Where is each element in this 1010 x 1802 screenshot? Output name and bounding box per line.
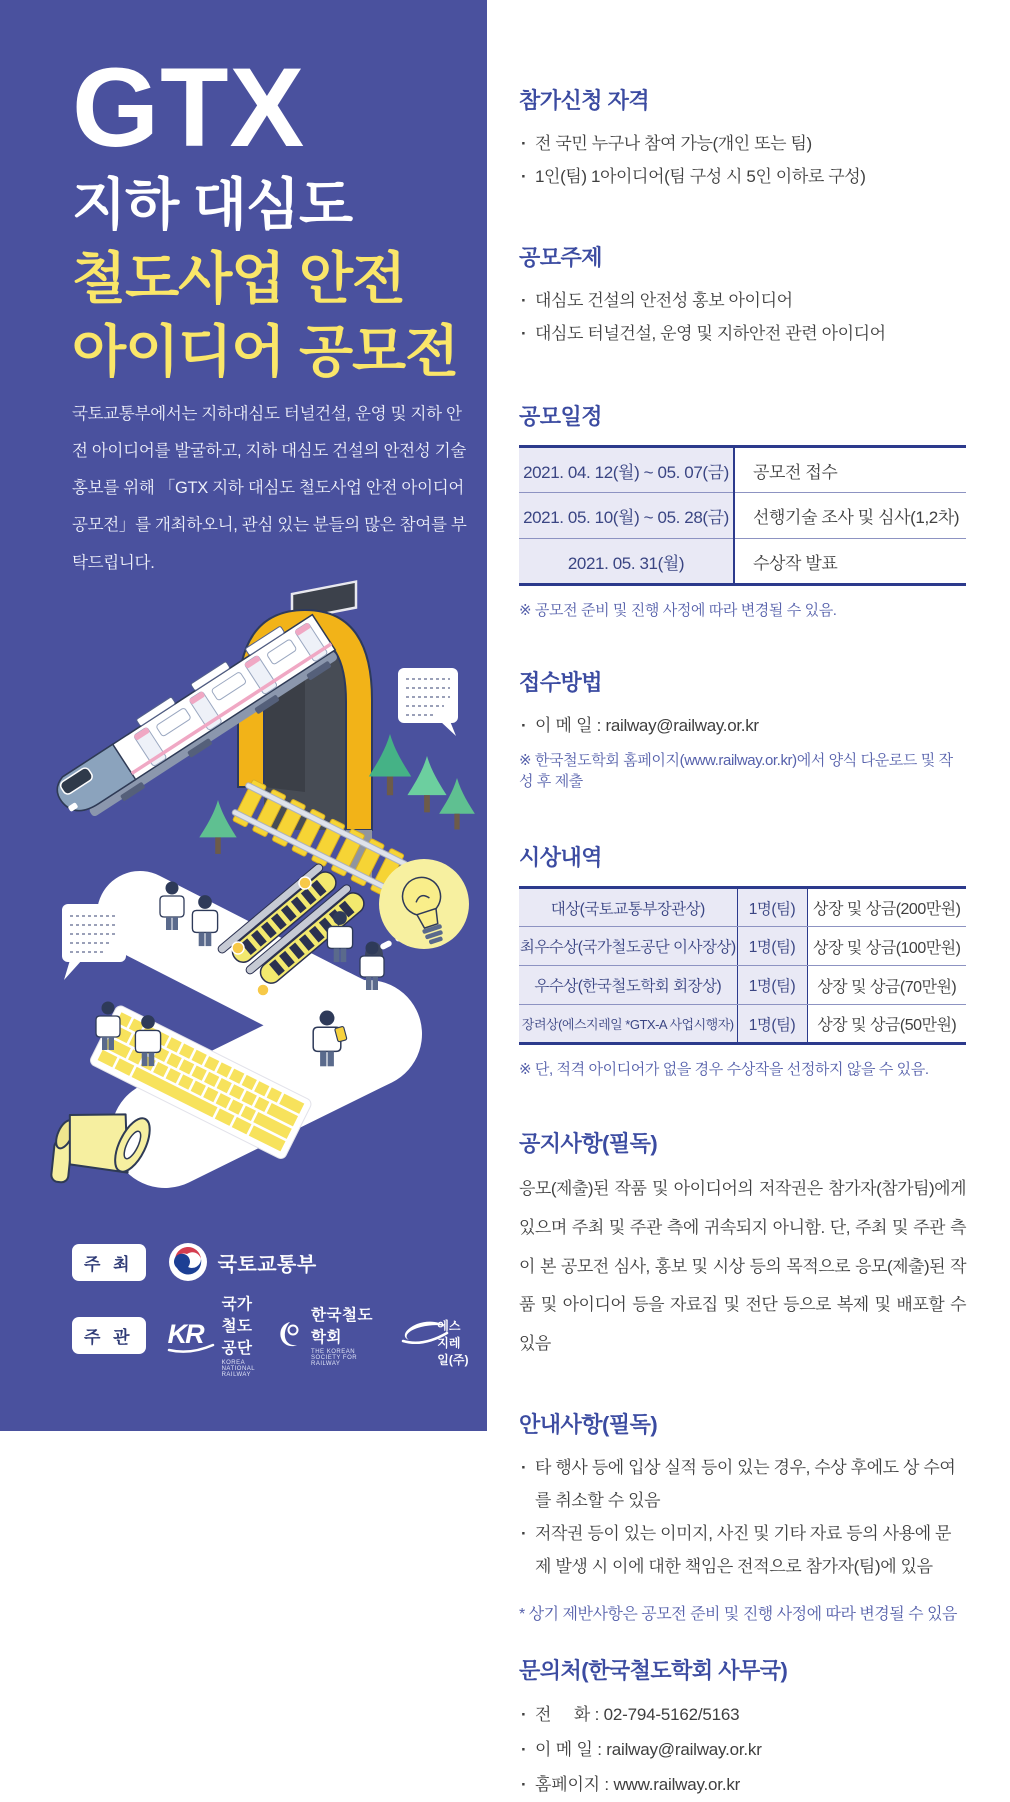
table-row [519, 888, 966, 927]
table-row [519, 493, 966, 539]
guide-heading: 안내사항(필독) [519, 1411, 658, 1437]
topic-heading: 공모주제 [519, 245, 603, 270]
table-row [519, 966, 966, 1005]
web-value: www.railway.or.kr [613, 1775, 741, 1795]
organizer2-name: 한국철도학회 [311, 1307, 373, 1346]
guide-item: · 저작권 등이 있는 이미지, 사진 및 기타 자료 등의 사용에 문제 발생 시 이에 대한 책임은 전적으로 참가자(팀)에 있음 [519, 1517, 966, 1583]
award-name: 대상(국토교통부장관상) [519, 888, 737, 927]
organizer-ksr [277, 1303, 375, 1367]
organizer2-sub: THE KOREAN SOCIETY FOR RAILWAY [311, 1349, 358, 1367]
phone-value: 02-794-5162/5163 [603, 1705, 740, 1725]
award-name: 우수상(한국철도학회 회장상) [519, 966, 737, 1005]
award-prize: 상장 및 상금(200만원) [807, 888, 966, 927]
organizer-badge: 주 관 [72, 1317, 146, 1354]
guide-item: · 타 행사 등에 입상 실적 등이 있는 경우, 수상 후에도 상 수여를 취소할 수 있음 [519, 1451, 966, 1517]
left-panel [0, 0, 487, 1431]
phone-label: 전 화 : [535, 1705, 604, 1725]
schedule-note: ※ 공모전 준비 및 진행 사정에 따라 변경될 수 있음. [519, 602, 837, 619]
organizer-row [72, 1292, 487, 1378]
ksr-logo-icon [277, 1320, 303, 1350]
award-count: 1명(팀) [737, 1005, 807, 1044]
title-line2: 지하 대심도 [72, 173, 353, 236]
molit-logo-icon [168, 1242, 208, 1282]
notice-heading: 공지사항(필독) [519, 1131, 658, 1156]
email-value: railway@railway.or.kr [606, 1740, 762, 1760]
eligibility-heading: 참가신청 자격 [519, 88, 650, 113]
host-molit [168, 1242, 317, 1282]
web-label: 홈페이지 : [535, 1775, 614, 1795]
awards-heading: 시상내역 [519, 845, 603, 870]
section-topic [519, 241, 966, 350]
knr-logo-icon: KR [168, 1319, 214, 1352]
awards-table [519, 886, 966, 1045]
table-row [519, 539, 966, 585]
award-count: 1명(팀) [737, 966, 807, 1005]
contact-email-line [519, 1732, 966, 1767]
award-count: 1명(팀) [737, 888, 807, 927]
award-name: 최우수상(국가철도공단 이사장상) [519, 927, 737, 966]
topic-item: · 대심도 건설의 안전성 홍보 아이디어 [519, 284, 966, 317]
station-illustration [0, 552, 487, 1222]
schedule-heading: 공모일정 [519, 404, 603, 429]
award-prize: 상장 및 상금(50만원) [807, 1005, 966, 1044]
email-value: railway@railway.or.kr [605, 716, 759, 735]
section-awards [519, 841, 966, 1079]
section-schedule [519, 400, 966, 620]
topic-item: · 대심도 터널건설, 운영 및 지하안전 관련 아이디어 [519, 317, 966, 350]
schedule-period: 2021. 04. 12(월) ~ 05. 07(금) [519, 447, 734, 493]
speech-bubble-icon [62, 904, 126, 980]
eligibility-item: · 전 국민 누구나 참여 가능(개인 또는 팀) [519, 127, 966, 160]
organizer1-name: 국가철도공단 [221, 1296, 253, 1357]
contact-heading: 문의처(한국철도학회 사무국) [519, 1658, 788, 1684]
intro-paragraph: 국토교통부에서는 지하대심도 터널건설, 운영 및 지하 안전 아이디어를 발굴하고, 지하 대심도 건설의 안전성 기술홍보를 위해 「GTX 지하 대심도 철도사업 안전 아이디어 공모전」를 개최하오니, 관심 있는 분들의 많은 참여를 부탁드립니다. [72, 405, 467, 572]
speech-bubble-icon [398, 668, 458, 736]
host-row [72, 1242, 335, 1282]
idea-bulb-icon [379, 859, 469, 950]
guide-note: * 상기 제반사항은 공모전 준비 및 진행 사정에 따라 변경될 수 있음 [519, 1606, 957, 1624]
organizer3-name: 에스지레일(주) [437, 1318, 469, 1367]
email-label: 이 메 일 : [535, 716, 606, 735]
section-eligibility [519, 84, 966, 193]
section-notice [519, 1127, 966, 1364]
notice-body: 응모(제출)된 작품 및 아이디어의 저작권은 참가자(참가팀)에게 있으며 주최 및 주관 측에 귀속되지 아니함. 단, 주최 및 주관 측이 본 공모전 심사, 홍보 및 시상 등의 목적으로 응모(제출)된 작품 및 아이디어 등을 자료집 및 전단 등으로 복제 및 배포할 수 있음 [519, 1179, 966, 1353]
eligibility-item: · 1인(팀) 1아이디어(팀 구성 시 5인 이하로 구성) [519, 160, 966, 193]
info-column [519, 0, 966, 1802]
table-row [519, 447, 966, 493]
title-gtx: GTX [72, 45, 306, 170]
host-name: 국토교통부 [217, 1253, 317, 1276]
schedule-desc: 공모전 접수 [734, 447, 966, 493]
section-application [519, 666, 966, 791]
schedule-desc: 수상작 발표 [734, 539, 966, 585]
application-email-line [519, 709, 966, 743]
application-heading: 접수방법 [519, 670, 603, 695]
title-line4: 아이디어 공모전 [72, 320, 459, 384]
schedule-period: 2021. 05. 31(월) [519, 539, 734, 585]
schedule-table [519, 445, 966, 586]
email-label: 이 메 일 : [535, 1740, 607, 1760]
organizer-knr [168, 1292, 259, 1378]
table-row [519, 1005, 966, 1044]
poster-title [72, 45, 459, 385]
host-badge: 주 최 [72, 1244, 146, 1281]
application-note: ※ 한국철도학회 홈페이지(www.railway.or.kr)에서 양식 다운로드 및 작성 후 제출 [519, 752, 953, 790]
award-count: 1명(팀) [737, 927, 807, 966]
schedule-period: 2021. 05. 10(월) ~ 05. 28(금) [519, 493, 734, 539]
awards-note: ※ 단, 적격 아이디어가 없을 경우 수상작을 선정하지 않을 수 있음. [519, 1061, 929, 1078]
award-prize: 상장 및 상금(70만원) [807, 966, 966, 1005]
schedule-desc: 선행기술 조사 및 심사(1,2차) [734, 493, 966, 539]
table-row [519, 927, 966, 966]
award-prize: 상장 및 상금(100만원) [807, 927, 966, 966]
organizer-sgrail [393, 1303, 469, 1368]
award-name: 장려상(에스지레일 *GTX-A 사업시행자) [519, 1005, 737, 1044]
organizer1-sub: KOREA NATIONAL RAILWAY [221, 1360, 255, 1378]
section-guide [519, 1408, 966, 1624]
title-line3: 철도사업 안전 [72, 246, 406, 310]
section-contact [519, 1654, 966, 1802]
contact-web-line [519, 1767, 966, 1802]
contact-phone-line [519, 1697, 966, 1732]
